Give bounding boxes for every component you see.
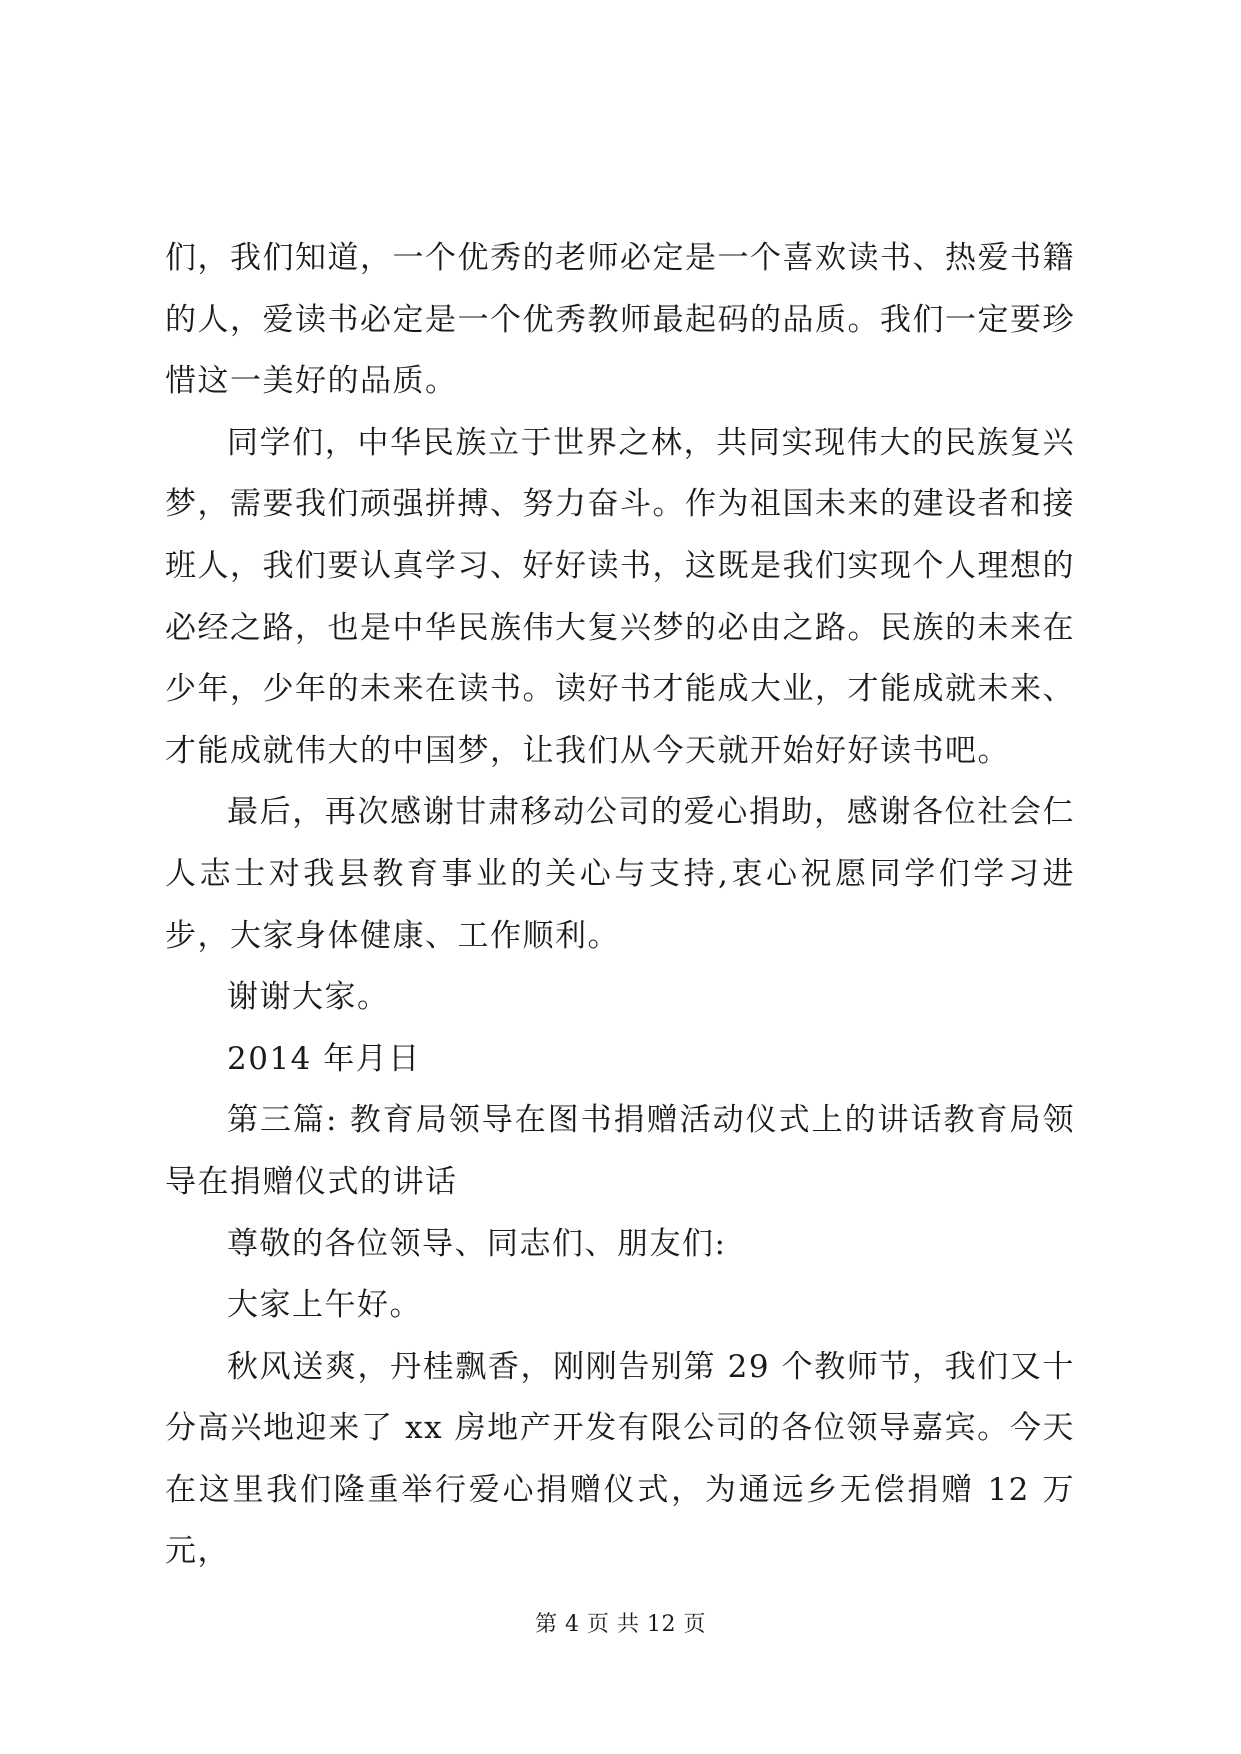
paragraph-4: 谢谢大家。 [227, 979, 390, 1016]
paragraph-7: 尊敬的各位领导、同志们、朋友们: [227, 1225, 727, 1262]
paragraph-9: 秋风送爽，丹桂飘香，刚刚告别第 29 个教师节，我们又十分高兴地迎来了 xx 房地产开发有限公司的各位领导嘉宾。今天在这里我们隆重举行爱心捐赠仪式，为通远乡无偿捐赠 12 万元， [165, 1348, 1075, 1570]
section-heading: 第三篇: 教育局领导在图书捐赠活动仪式上的讲话教育局领导在捐赠仪式的讲话 [165, 1102, 1075, 1200]
paragraph-8: 大家上午好。 [227, 1287, 422, 1324]
paragraph-1: 们，我们知道，一个优秀的老师必定是一个喜欢读书、热爱书籍的人，爱读书必定是一个优秀教师最起码的品质。我们一定要珍惜这一美好的品质。 [165, 240, 1075, 400]
page-number: 第 4 页 共 12 页 [535, 1612, 706, 1637]
page-footer [0, 1610, 1241, 1640]
paragraph-2: 同学们，中华民族立于世界之林，共同实现伟大的民族复兴梦，需要我们顽强拼搏、努力奋斗。作为祖国未来的建设者和接班人，我们要认真学习、好好读书，这既是我们实现个人理想的必经之路，也是中华民族伟大复兴梦的必由之路。民族的未来在少年，少年的未来在读书。读好书才能成大业，才能成就未来、才能成就伟大的中国梦，让我们从今天就开始好好读书吧。 [165, 424, 1075, 769]
document-body [165, 228, 1075, 1583]
paragraph-3: 最后，再次感谢甘肃移动公司的爱心捐助，感谢各位社会仁人志士对我县教育事业的关心与支持,衷心祝愿同学们学习进步，大家身体健康、工作顺利。 [165, 794, 1075, 954]
paragraph-5: 2014 年月日 [227, 1040, 421, 1077]
